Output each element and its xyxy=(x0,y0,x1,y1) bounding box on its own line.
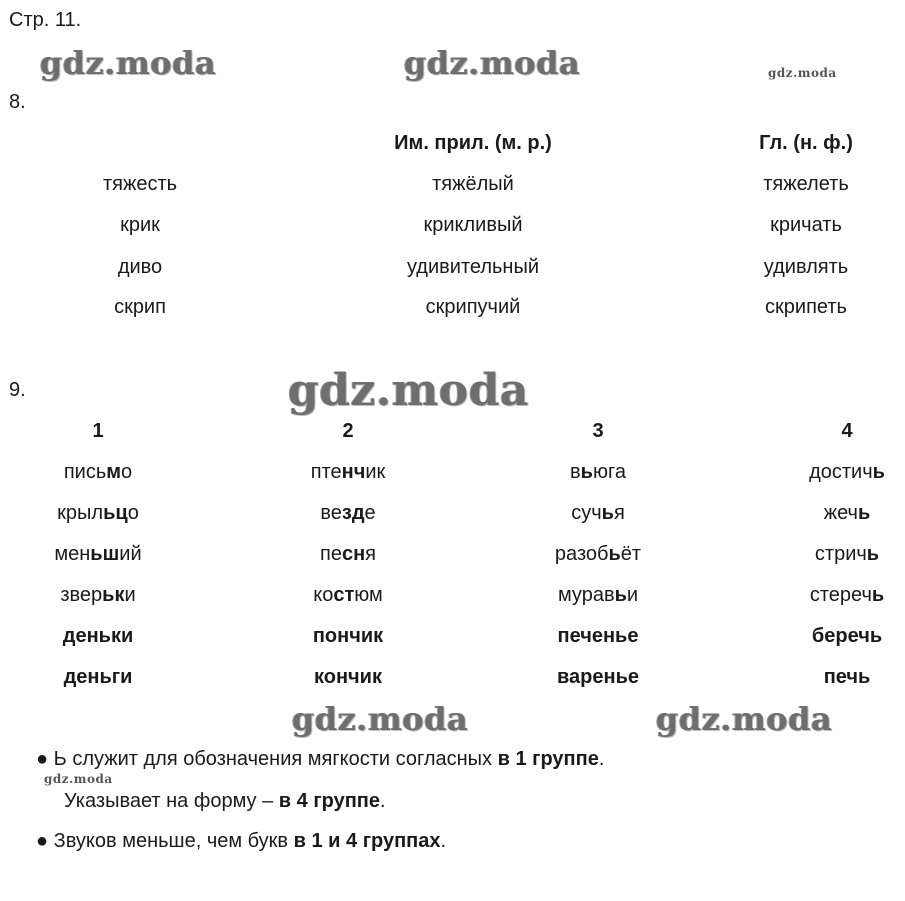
word-part: жеч xyxy=(823,502,858,524)
word xyxy=(570,461,626,484)
word xyxy=(320,502,375,525)
word xyxy=(64,461,132,484)
word-part: стрич xyxy=(814,543,867,565)
note-emphasis: в 4 группе xyxy=(278,790,381,812)
highlighted-letters: ьк xyxy=(102,584,125,606)
verb-cell: тяжелеть xyxy=(763,173,849,195)
task-8-number: 8. xyxy=(9,91,26,113)
verb-cell: удивлять xyxy=(763,256,849,278)
word xyxy=(311,461,386,484)
adjective-cell: скрипучий xyxy=(425,296,521,318)
word-part: крыл xyxy=(57,502,104,524)
page-number: Стр. 11. xyxy=(9,9,82,31)
word-part: пе xyxy=(320,543,342,565)
note-end: . xyxy=(598,748,605,770)
word-part: ий xyxy=(119,543,142,565)
note-sounds-letters xyxy=(36,830,446,853)
highlighted-letters: ь xyxy=(857,502,871,524)
highlighted-letters: зд xyxy=(341,502,365,524)
word: деньги xyxy=(63,666,133,688)
word-part: ко xyxy=(313,584,334,606)
word xyxy=(54,543,141,566)
word-part: в xyxy=(570,461,581,483)
word-part: достич xyxy=(809,461,873,483)
word xyxy=(555,543,641,566)
note-text: Ь служит для обозначения мягкости согласных xyxy=(53,748,498,770)
word-part: ик xyxy=(365,461,386,483)
word-part: звер xyxy=(60,584,103,606)
note-text: Указывает на форму – xyxy=(64,790,279,812)
task-8-verb-header: Гл. (н. ф.) xyxy=(759,132,853,154)
group-header: 3 xyxy=(592,420,604,442)
highlighted-letters: ь xyxy=(871,584,885,606)
word xyxy=(810,584,884,607)
word-part: и xyxy=(626,584,639,606)
task-8-adj-header: Им. прил. (м. р.) xyxy=(394,132,552,154)
highlighted-letters: ь xyxy=(601,502,614,524)
word: кончик xyxy=(314,666,382,688)
word-part: мен xyxy=(54,543,91,565)
word-part: пись xyxy=(63,461,107,483)
word xyxy=(57,502,139,525)
highlighted-letters: ьш xyxy=(90,543,120,565)
word-part: мурав xyxy=(557,584,615,606)
highlighted-letters: ь xyxy=(580,461,593,483)
highlighted-letters: м xyxy=(106,461,122,483)
word xyxy=(558,584,638,607)
note-end: . xyxy=(380,790,386,812)
word-part: разоб xyxy=(554,543,609,565)
note-end: . xyxy=(440,830,447,852)
noun-cell: диво xyxy=(117,256,163,278)
highlighted-letters: ьц xyxy=(103,502,128,524)
word: беречь xyxy=(811,625,883,647)
word xyxy=(824,502,871,525)
watermark-logo: gdz.moda xyxy=(40,44,217,82)
group-header: 2 xyxy=(342,420,354,442)
group-header: 1 xyxy=(92,420,104,442)
word-part: юм xyxy=(354,584,383,606)
word xyxy=(60,584,135,607)
bullet-icon: ● xyxy=(36,748,49,770)
word-part: стереч xyxy=(809,584,872,606)
verb-cell: скрипеть xyxy=(765,296,847,318)
adjective-cell: крикливый xyxy=(423,214,523,236)
noun-cell: тяжесть xyxy=(102,173,178,195)
word-part: е xyxy=(364,502,376,524)
word-part: юга xyxy=(592,461,626,483)
word xyxy=(571,502,625,525)
word xyxy=(313,584,383,607)
watermark-logo: gdz.moda xyxy=(768,66,837,80)
note-emphasis: в 1 группе xyxy=(497,748,599,770)
bullet-icon: ● xyxy=(36,830,49,852)
watermark-logo: gdz.moda xyxy=(404,44,581,82)
noun-cell: скрип xyxy=(114,296,166,318)
group-header: 4 xyxy=(841,420,853,442)
highlighted-letters: сн xyxy=(341,543,366,565)
watermark-logo: gdz.moda xyxy=(44,772,113,786)
word-part: и xyxy=(124,584,136,606)
word: печь xyxy=(823,666,871,688)
watermark-logo: gdz.moda xyxy=(288,365,530,416)
adjective-cell: удивительный xyxy=(406,256,540,278)
highlighted-letters: ь xyxy=(614,584,627,606)
word: деньки xyxy=(62,625,134,647)
note-emphasis: в 1 и 4 группах xyxy=(293,830,441,852)
highlighted-letters: ст xyxy=(333,584,355,606)
word xyxy=(815,543,879,566)
word: печенье xyxy=(557,625,639,647)
word: пончик xyxy=(312,625,384,647)
word-part: я xyxy=(613,502,625,524)
highlighted-letters: ь xyxy=(608,543,621,565)
word-part: о xyxy=(121,461,133,483)
note-text: Звуков меньше, чем букв xyxy=(53,830,294,852)
word-part: о xyxy=(127,502,139,524)
noun-cell: крик xyxy=(120,214,160,236)
word-part: пте xyxy=(310,461,342,483)
word-part: ёт xyxy=(620,543,642,565)
word-part: ве xyxy=(320,502,342,524)
word-part: я xyxy=(365,543,376,565)
word: варенье xyxy=(557,666,639,688)
highlighted-letters: ь xyxy=(866,543,880,565)
note-soft-sign-softness xyxy=(36,748,604,771)
task-9-number: 9. xyxy=(9,379,26,401)
highlighted-letters: нч xyxy=(341,461,366,483)
word-part: суч xyxy=(571,502,602,524)
word xyxy=(320,543,376,566)
note-soft-sign-form xyxy=(64,790,386,813)
verb-cell: кричать xyxy=(770,214,842,236)
watermark-logo: gdz.moda xyxy=(292,700,469,738)
word xyxy=(809,461,885,484)
watermark-logo: gdz.moda xyxy=(656,700,833,738)
highlighted-letters: ь xyxy=(872,461,885,483)
adjective-cell: тяжёлый xyxy=(432,173,514,195)
